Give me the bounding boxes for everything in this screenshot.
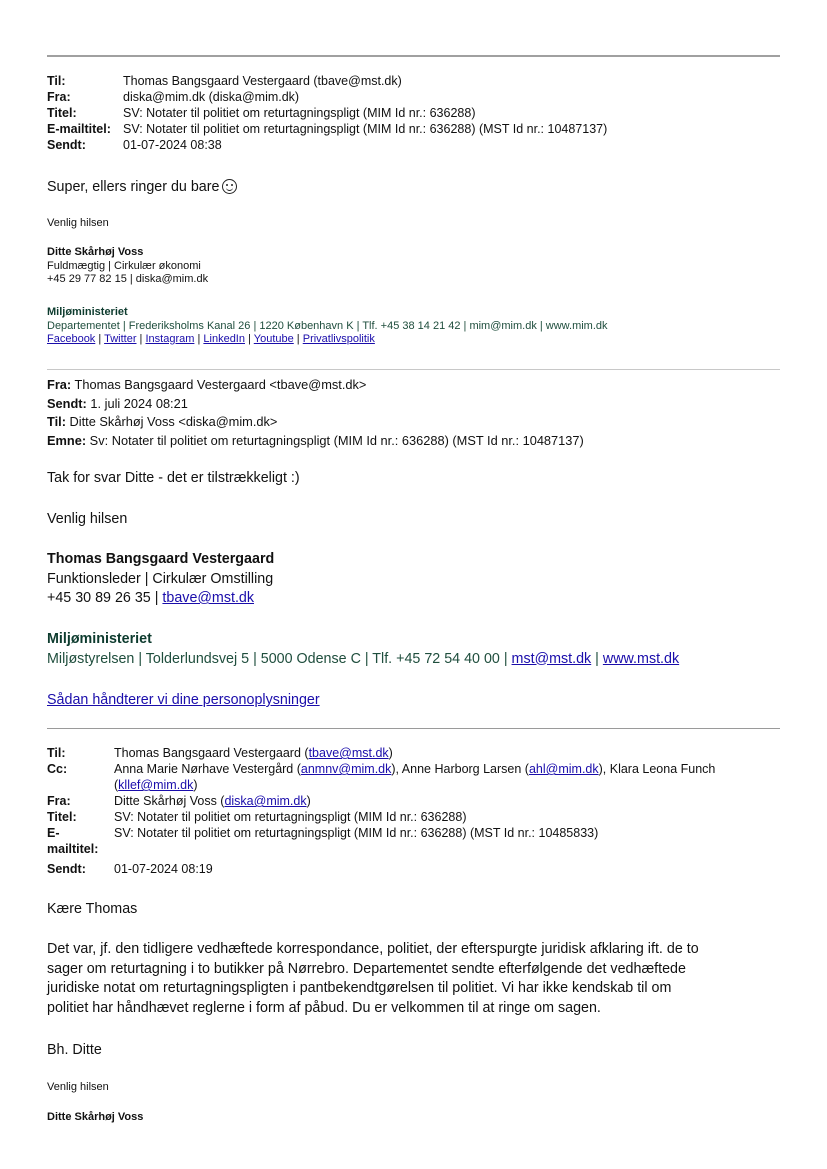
email1-divider: [47, 369, 780, 370]
email3-cc2-name: ), Anne Harborg Larsen (: [391, 762, 529, 776]
email2-label-to: Til:: [47, 414, 66, 429]
email3-label-title: Titel:: [47, 810, 77, 824]
facebook-link[interactable]: Facebook: [47, 333, 96, 345]
mst-website-link[interactable]: www.mst.dk: [602, 650, 680, 667]
instagram-link[interactable]: Instagram: [145, 333, 195, 345]
email1-body-text: Super, ellers ringer du bare: [47, 179, 220, 195]
email2-label-subject: Emne:: [47, 432, 87, 448]
email2-header: [47, 376, 584, 450]
email2-subject: Sv: Notater til politiet om returtagningspligt (MIM Id nr.: 636288) (MST Id nr.: 10487137): [89, 432, 584, 448]
email2-org-block: [47, 630, 679, 669]
email3-sent: 01-07-2024 08:19: [114, 862, 213, 876]
email3-body: [47, 940, 807, 1018]
email2-sig-contact: [47, 589, 274, 609]
email1-title: SV: Notater til politiet om returtagningspligt (MIM Id nr.: 636288): [123, 106, 476, 120]
email3-sig-name: Ditte Skårhøj Voss: [47, 1111, 144, 1123]
email3-to-email-link[interactable]: tbave@mst.dk: [308, 746, 389, 760]
email3-label-from: Fra:: [47, 794, 71, 808]
email1-email-title: SV: Notater til politiet om returtagningspligt (MIM Id nr.: 636288) (MST Id nr.: 10487137): [123, 122, 608, 136]
email3-label-sent: Sendt:: [47, 862, 86, 876]
mst-email-link[interactable]: mst@mst.dk: [511, 650, 592, 667]
email2-from: Thomas Bangsgaard Vestergaard <tbave@mst.dk>: [74, 377, 367, 392]
email1-org: Miljøministeriet: [47, 306, 128, 318]
email2-divider: [47, 728, 780, 729]
email3-label-email-title-1: E-: [47, 826, 60, 840]
email3-cc1-name: Anna Marie Nørhave Vestergård (: [114, 762, 301, 776]
email2-signature: [47, 550, 274, 609]
email2-label-sent: Sendt:: [47, 395, 87, 411]
smiley-icon: [222, 179, 237, 194]
email3-body-line: sager om returtagning i to butikker på Nørrebro. Departementet sendte efterfølgende det vedhæftede: [47, 960, 686, 977]
email3-to-name: Thomas Bangsgaard Vestergaard (: [114, 746, 309, 760]
email2-sig-phone: +45 30 89 26 35 |: [47, 590, 163, 606]
email1-org-block: [47, 306, 608, 345]
email3-label-to: Til:: [47, 746, 66, 760]
email3-body-line: politiet har håndhævet reglerne i form af påbud. Du er velkommen til at ringe om sagen.: [47, 999, 601, 1016]
privacy-block: [47, 691, 320, 711]
email2-sent: 1. juli 2024 08:21: [90, 395, 188, 411]
email2-sig-role: Funktionsleder | Cirkulær Omstilling: [47, 570, 274, 587]
email1-sent: 01-07-2024 08:38: [123, 138, 222, 152]
email3-cc3-email-link[interactable]: kllef@mim.dk: [118, 778, 194, 792]
email2-to: Ditte Skårhøj Voss <diska@mim.dk>: [69, 414, 278, 429]
youtube-link[interactable]: Youtube: [253, 333, 294, 345]
email1-sig-role: Fuldmægtig | Cirkulær økonomi: [47, 259, 201, 272]
email3-body-line: juridiske notat om returtagningspligten i pantbekendtgørelsen til politiet. Vi har ikke kendskab til om: [47, 980, 672, 996]
email1-org-address: Departementet | Frederiksholms Kanal 26 | 1220 København K | Tlf. +45 38 14 21 42 | mim@mim.dk | www.mim.dk: [47, 320, 608, 332]
label-from: Fra:: [47, 90, 71, 104]
email1-greeting: Venlig hilsen: [47, 217, 109, 229]
email2-org-sep: |: [591, 650, 603, 667]
email2-label-from: Fra:: [47, 377, 72, 392]
email3-cc3-close: ): [193, 778, 198, 792]
email3-cc3-name: ), Klara Leona Funch: [598, 762, 716, 776]
email2-org: Miljøministeriet: [47, 631, 152, 647]
email2-org-address: Miljøstyrelsen | Tolderlundsvej 5 | 5000 Odense C | Tlf. +45 72 54 40 00 |: [47, 650, 512, 667]
email3-to-close: ): [388, 746, 393, 760]
email1-header: [47, 74, 787, 154]
email3-label-email-title-2: mailtitel:: [47, 842, 99, 856]
email2-greeting: Venlig hilsen: [47, 511, 128, 527]
email1-sig-contact: +45 29 77 82 15 | diska@mim.dk: [47, 273, 209, 285]
email3-email-title: SV: Notater til politiet om returtagningspligt (MIM Id nr.: 636288) (MST Id nr.: 10485833): [114, 826, 599, 840]
label-sent: Sendt:: [47, 138, 86, 152]
email3-from: [114, 794, 311, 809]
email3-cc: [114, 762, 715, 777]
email3-greeting: Venlig hilsen: [47, 1081, 109, 1093]
email3-title: SV: Notater til politiet om returtagningspligt (MIM Id nr.: 636288): [114, 810, 467, 824]
linkedin-link[interactable]: LinkedIn: [203, 333, 245, 345]
label-to: Til:: [47, 74, 66, 88]
email3-cc3-open: (: [114, 778, 119, 792]
email3-cc1-email-link[interactable]: anmnv@mim.dk: [300, 762, 392, 776]
twitter-link[interactable]: Twitter: [104, 333, 137, 345]
social-links: Facebook | Twitter | Instagram | LinkedIn | Youtube | Privatlivspolitik: [47, 333, 375, 345]
email1-body: [47, 178, 237, 198]
email1-to: Thomas Bangsgaard Vestergaard (tbave@mst.dk): [123, 74, 402, 88]
email2-sig-email-link[interactable]: tbave@mst.dk: [162, 590, 255, 606]
email3-to: [114, 746, 393, 761]
email3-from-email-link[interactable]: diska@mim.dk: [224, 794, 307, 808]
email3-signoff: Bh. Ditte: [47, 1042, 102, 1058]
email2-sig-name: Thomas Bangsgaard Vestergaard: [47, 551, 275, 567]
email3-header: [47, 746, 787, 881]
label-title: Titel:: [47, 106, 77, 120]
email2-org-line: [47, 650, 679, 670]
email3-from-name: Ditte Skårhøj Voss (: [114, 794, 225, 808]
email3-label-cc: Cc:: [47, 762, 68, 776]
privacy-info-link[interactable]: Sådan håndterer vi dine personoplysninger: [47, 692, 320, 708]
email3-cc-cont: [114, 778, 198, 793]
email1-signature: [47, 246, 208, 287]
top-divider: [47, 55, 780, 57]
email3-body-line: Det var, jf. den tidligere vedhæftede korrespondance, politiet, der efterspurgte juridisk afklaring ift. de to: [47, 941, 699, 957]
email2-body: Tak for svar Ditte - det er tilstrækkeligt :): [47, 470, 300, 486]
email1-from: diska@mim.dk (diska@mim.dk): [123, 90, 300, 104]
email3-cc2-email-link[interactable]: ahl@mim.dk: [528, 762, 599, 776]
label-email-title: E-mailtitel:: [47, 122, 111, 136]
privacy-policy-link[interactable]: Privatlivspolitik: [302, 333, 375, 345]
email1-sig-name: Ditte Skårhøj Voss: [47, 246, 144, 258]
email3-salutation: Kære Thomas: [47, 901, 138, 917]
email3-from-close: ): [306, 794, 311, 808]
